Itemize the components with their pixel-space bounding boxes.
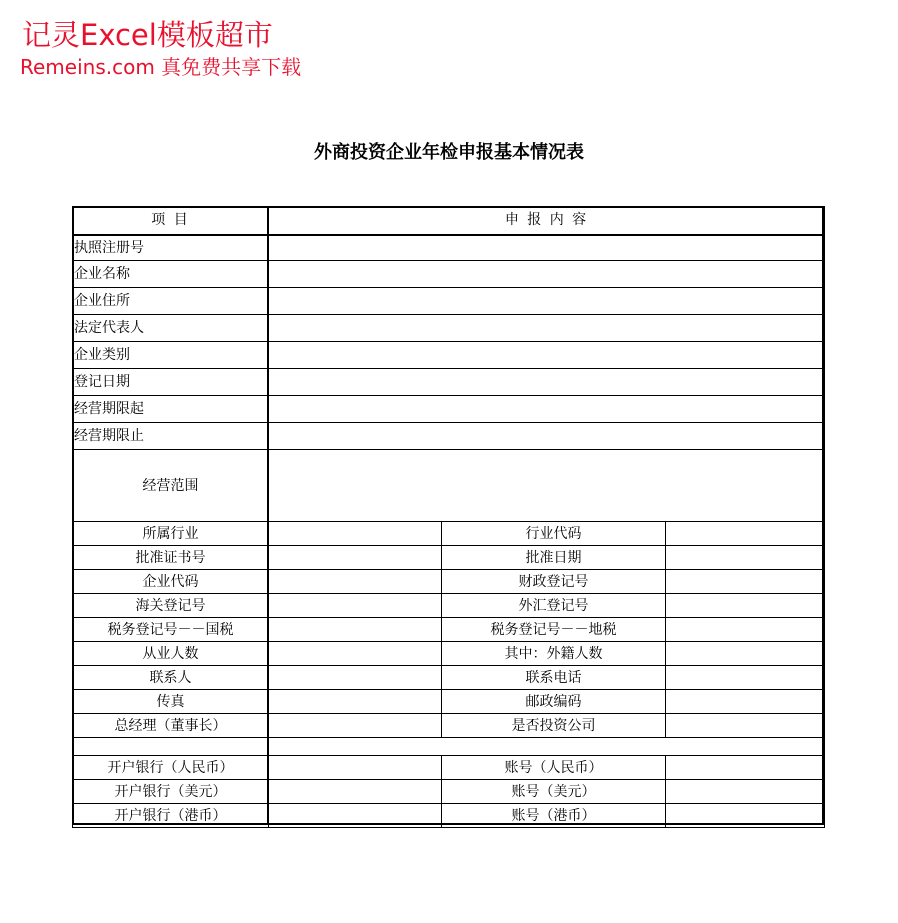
- field-label: 其中：外籍人数: [442, 642, 666, 666]
- form-row: [73, 235, 825, 261]
- field-label: 企业类别: [73, 342, 269, 369]
- form-row: [73, 570, 825, 594]
- header-content: 申 报 内 容: [269, 207, 825, 235]
- field-value[interactable]: [666, 780, 825, 804]
- field-value[interactable]: [269, 396, 825, 423]
- field-label: 联系电话: [442, 666, 666, 690]
- form-row: [73, 594, 825, 618]
- field-value[interactable]: [666, 804, 825, 828]
- field-value[interactable]: [666, 618, 825, 642]
- field-label: 经营范围: [73, 450, 269, 522]
- field-value[interactable]: [269, 522, 442, 546]
- form-row: [73, 690, 825, 714]
- field-value[interactable]: [666, 570, 825, 594]
- field-value[interactable]: [269, 546, 442, 570]
- field-label: 经营期限止: [73, 423, 269, 450]
- field-label: 联系人: [73, 666, 269, 690]
- field-label: 总经理（董事长）: [73, 714, 269, 738]
- field-value[interactable]: [666, 756, 825, 780]
- field-value[interactable]: [269, 369, 825, 396]
- form-row: [73, 546, 825, 570]
- field-value[interactable]: [269, 666, 442, 690]
- field-label: 财政登记号: [442, 570, 666, 594]
- field-label: 法定代表人: [73, 315, 269, 342]
- field-value[interactable]: [269, 570, 442, 594]
- field-value[interactable]: [666, 546, 825, 570]
- form-row-scope: [73, 450, 825, 522]
- form-row: [73, 642, 825, 666]
- field-label: 是否投资公司: [442, 714, 666, 738]
- field-label: 批准证书号: [73, 546, 269, 570]
- field-value[interactable]: [269, 756, 442, 780]
- field-label: 所属行业: [73, 522, 269, 546]
- form-row: [73, 714, 825, 738]
- field-label: 登记日期: [73, 369, 269, 396]
- header-item: 项 目: [73, 207, 269, 235]
- field-value[interactable]: [269, 642, 442, 666]
- field-value[interactable]: [269, 804, 442, 828]
- field-value[interactable]: [269, 235, 825, 261]
- form-row: [73, 261, 825, 288]
- field-value[interactable]: [666, 594, 825, 618]
- spacer-cell: [73, 738, 825, 756]
- field-label: 企业代码: [73, 570, 269, 594]
- watermark-line1: 记灵Excel模板超市: [22, 18, 273, 52]
- form-row: [73, 369, 825, 396]
- field-label: 企业名称: [73, 261, 269, 288]
- field-label: 开户银行（人民币）: [73, 756, 269, 780]
- field-value[interactable]: [269, 780, 442, 804]
- field-value[interactable]: [269, 423, 825, 450]
- field-label: 企业住所: [73, 288, 269, 315]
- field-label: 批准日期: [442, 546, 666, 570]
- field-value[interactable]: [269, 288, 825, 315]
- form-row: [73, 396, 825, 423]
- field-value[interactable]: [269, 261, 825, 288]
- field-value[interactable]: [666, 522, 825, 546]
- spacer-row: [73, 738, 825, 756]
- field-label: 税务登记号－－地税: [442, 618, 666, 642]
- form-row: [73, 804, 825, 828]
- form-row: [73, 342, 825, 369]
- field-value[interactable]: [269, 618, 442, 642]
- form-header-row: [73, 207, 825, 235]
- field-label: 传真: [73, 690, 269, 714]
- form-row: [73, 423, 825, 450]
- field-value[interactable]: [269, 315, 825, 342]
- field-value[interactable]: [269, 714, 442, 738]
- field-value[interactable]: [666, 690, 825, 714]
- field-label: 行业代码: [442, 522, 666, 546]
- field-label: 开户银行（港币）: [73, 804, 269, 828]
- field-label: 经营期限起: [73, 396, 269, 423]
- annual-inspection-form: [72, 206, 825, 828]
- watermark-line2: Remeins.com 真免费共享下载: [20, 55, 302, 79]
- form-title: 外商投资企业年检申报基本情况表: [314, 142, 584, 163]
- field-value[interactable]: [269, 450, 825, 522]
- field-label: 外汇登记号: [442, 594, 666, 618]
- field-label: 从业人数: [73, 642, 269, 666]
- field-label: 账号（港币）: [442, 804, 666, 828]
- field-value[interactable]: [269, 342, 825, 369]
- field-label: 邮政编码: [442, 690, 666, 714]
- form-row: [73, 756, 825, 780]
- field-label: 海关登记号: [73, 594, 269, 618]
- field-value[interactable]: [666, 714, 825, 738]
- form-row: [73, 666, 825, 690]
- field-label: 账号（人民币）: [442, 756, 666, 780]
- form-row: [73, 780, 825, 804]
- field-value[interactable]: [666, 666, 825, 690]
- field-value[interactable]: [269, 690, 442, 714]
- field-value[interactable]: [269, 594, 442, 618]
- form-row: [73, 315, 825, 342]
- field-label: 执照注册号: [73, 235, 269, 261]
- field-label: 税务登记号－－国税: [73, 618, 269, 642]
- form-row: [73, 618, 825, 642]
- form-row: [73, 522, 825, 546]
- field-value[interactable]: [666, 642, 825, 666]
- form-row: [73, 288, 825, 315]
- field-label: 账号（美元）: [442, 780, 666, 804]
- field-label: 开户银行（美元）: [73, 780, 269, 804]
